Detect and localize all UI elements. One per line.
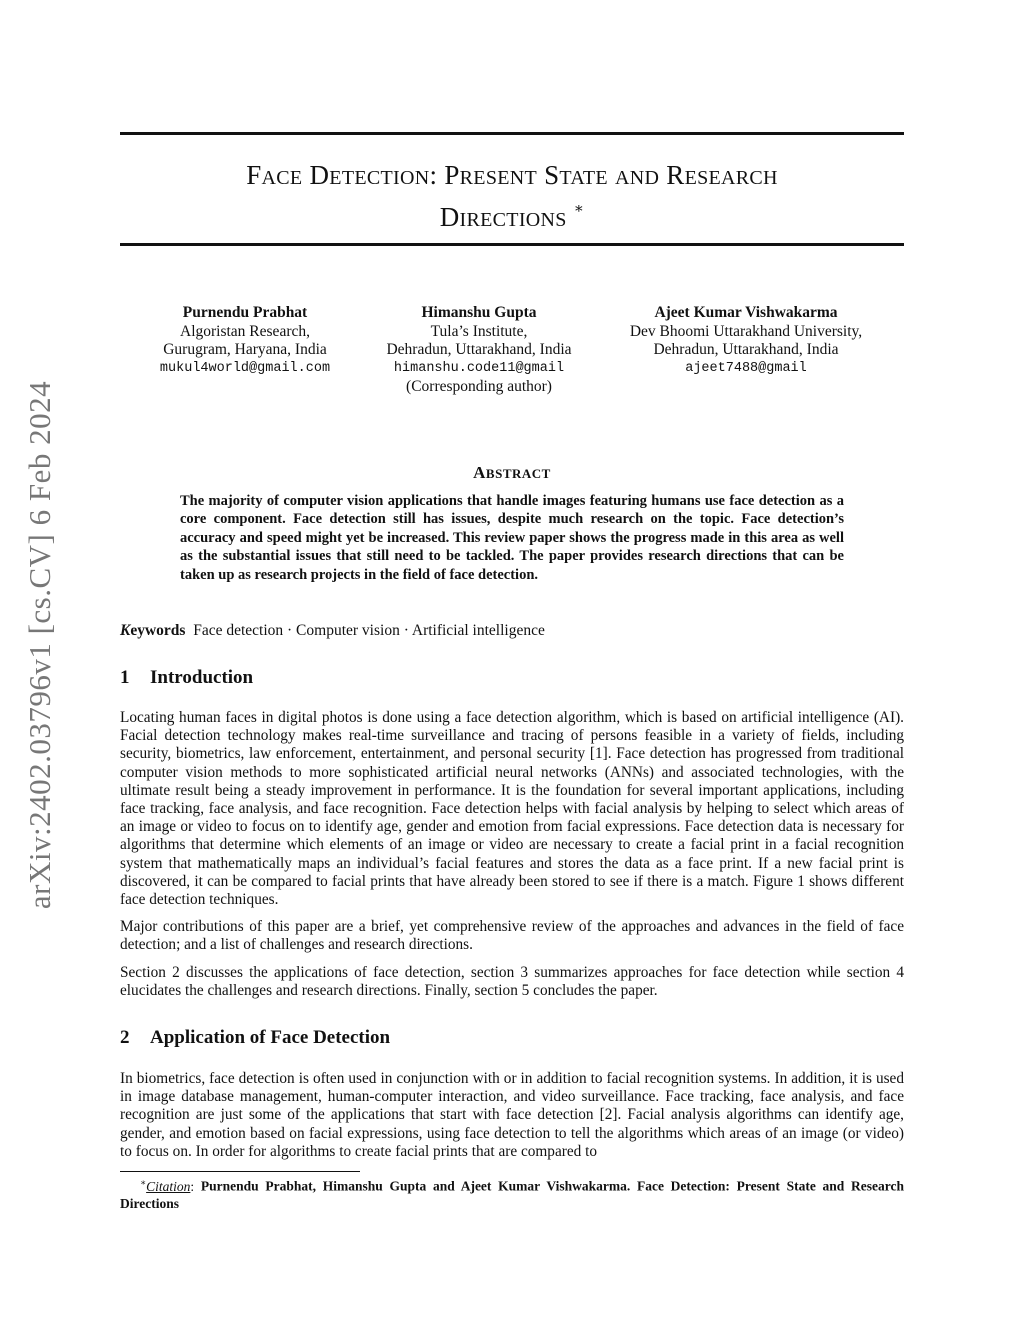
author-card xyxy=(349,304,609,397)
paper-title xyxy=(120,158,904,237)
author-location: Dehradun, Uttarakhand, India xyxy=(653,341,839,359)
footnote-label: Citation xyxy=(146,1178,191,1194)
paragraph: In biometrics, face detection is often used in conjunction with or in addition to facial recognition systems. In addition, it is used in image database management, human-computer interaction, and video surveillance. Face tracking, face analysis, and face recognition are just some of the applications that start with face detection [2]. Facial analysis algorithms can identify age, gender, and emotion based on facial expressions, using face detection to tell the algorithms which areas of an image (or video) to focus on. In order for algorithms to create facial prints that are compared to xyxy=(120,1070,904,1160)
author-location: Dehradun, Uttarakhand, India xyxy=(386,341,572,359)
section-heading-application xyxy=(120,1027,390,1049)
section-heading-introduction xyxy=(120,667,253,689)
title-word: FACE xyxy=(246,160,303,190)
arxiv-identifier-text: arXiv:2402.03796v1 [cs.CV] 6 Feb 2024 xyxy=(22,380,57,910)
abstract-heading: ABSTRACT xyxy=(473,463,551,482)
title-word: PRESENT xyxy=(444,160,538,190)
keywords-line xyxy=(120,622,904,640)
keywords-label: Keywords xyxy=(120,622,186,639)
corresponding-author-note: (Corresponding author) xyxy=(406,378,552,396)
arxiv-identifier-stamp xyxy=(10,360,70,930)
paragraph: Section 2 discusses the applications of face detection, section 3 summarizes approaches for face detection while section 4 elucidates the challenges and research directions. Finally, section 5 concludes the paper. xyxy=(120,964,904,1000)
abstract-text: The majority of computer vision applications that handle images featuring humans use face detection as a core component. Face detection still has issues, despite much research on the topic. Face detection’s accuracy and speed might yet be increased. This review paper shows the progress made in this area as well as the substantial issues that still need to be tackled. The paper provides research directions that can be taken up as research projects in the field of face detection. xyxy=(180,493,844,583)
keywords-list: Face detection · Computer vision · Artificial intelligence xyxy=(193,622,545,639)
author-name: Purnendu Prabhat xyxy=(182,304,308,321)
section-number: 1 xyxy=(120,667,130,688)
section-title: Introduction xyxy=(150,667,254,688)
footnote-rule xyxy=(120,1171,360,1172)
footnote-citation: ∗Citation: Purnendu Prabhat, Himanshu Gupta and Ajeet Kumar Vishwakarma. Face Detection: Present State and Research Directions xyxy=(120,1177,905,1211)
author-name: Himanshu Gupta xyxy=(421,304,537,321)
author-email[interactable]: mukul4world@gmail.com xyxy=(159,360,331,376)
footnote-text: Purnendu Prabhat, Himanshu Gupta and Ajeet Kumar Vishwakarma. Face Detection: Present State and Research Directions xyxy=(120,1178,905,1211)
title-word: DETECTION xyxy=(309,160,430,190)
title-top-rule xyxy=(120,132,904,135)
title-line-2: DIRECTIONS ∗ xyxy=(439,201,585,232)
author-email[interactable]: himanshu.code11@gmail xyxy=(393,360,565,376)
author-name: Ajeet Kumar Vishwakarma xyxy=(654,304,838,321)
author-location: Gurugram, Haryana, India xyxy=(163,341,327,359)
paragraph: Major contributions of this paper are a brief, yet comprehensive review of the approaches and advances in the field of face detection; and a list of challenges and research directions. xyxy=(120,918,904,954)
title-word: RESEARCH xyxy=(666,160,778,190)
section-number: 2 xyxy=(120,1027,130,1048)
title-bottom-rule xyxy=(120,243,904,246)
section-title: Application of Face Detection xyxy=(150,1027,391,1048)
paragraph: Locating human faces in digital photos is done using a face detection algorithm, which is based on artificial intelligence (AI). Facial detection technology makes real-time surveillance and tracing of persons feasible in a variety of fields, including security, biometrics, law enforcement, entertainment, and personal security [1]. Face detection has progressed from traditional computer vision methods to more sophisticated artificial neural networks (ANNs) and associated technologies, with the ultimate result being a steady improvement in performance. It is the foundation for several important applications, including face tracking, face analysis, and face recognition. Face detection helps with facial analysis by helping to select which areas of an image or video to focus on to identify age, gender and emotion from facial expressions. Face detection data is necessary for algorithms that determine which elements of an image or video are necessary to create a facial print in a facial recognition system that mathematically maps an individual’s facial features and stores the data as a face print. If a new facial print is discovered, it can be compared to facial prints that have already been stored to see if there is a match. Figure 1 shows different face detection techniques. xyxy=(120,709,904,909)
title-word: STATE xyxy=(544,160,608,190)
author-email[interactable]: ajeet7488@gmail xyxy=(685,360,807,376)
author-card xyxy=(115,304,375,378)
title-word: AND xyxy=(614,167,660,189)
author-affiliation: Dev Bhoomi Uttarakhand University, xyxy=(629,322,863,340)
author-affiliation: Algoristan Research, xyxy=(180,322,310,340)
footnote-marker: ∗ xyxy=(140,1177,147,1187)
title-line-1 xyxy=(120,158,904,195)
author-affiliation: Tula’s Institute, xyxy=(430,322,528,340)
title-colon: : xyxy=(429,160,438,190)
author-card xyxy=(616,304,876,378)
title-footnote-marker: ∗ xyxy=(573,201,585,217)
